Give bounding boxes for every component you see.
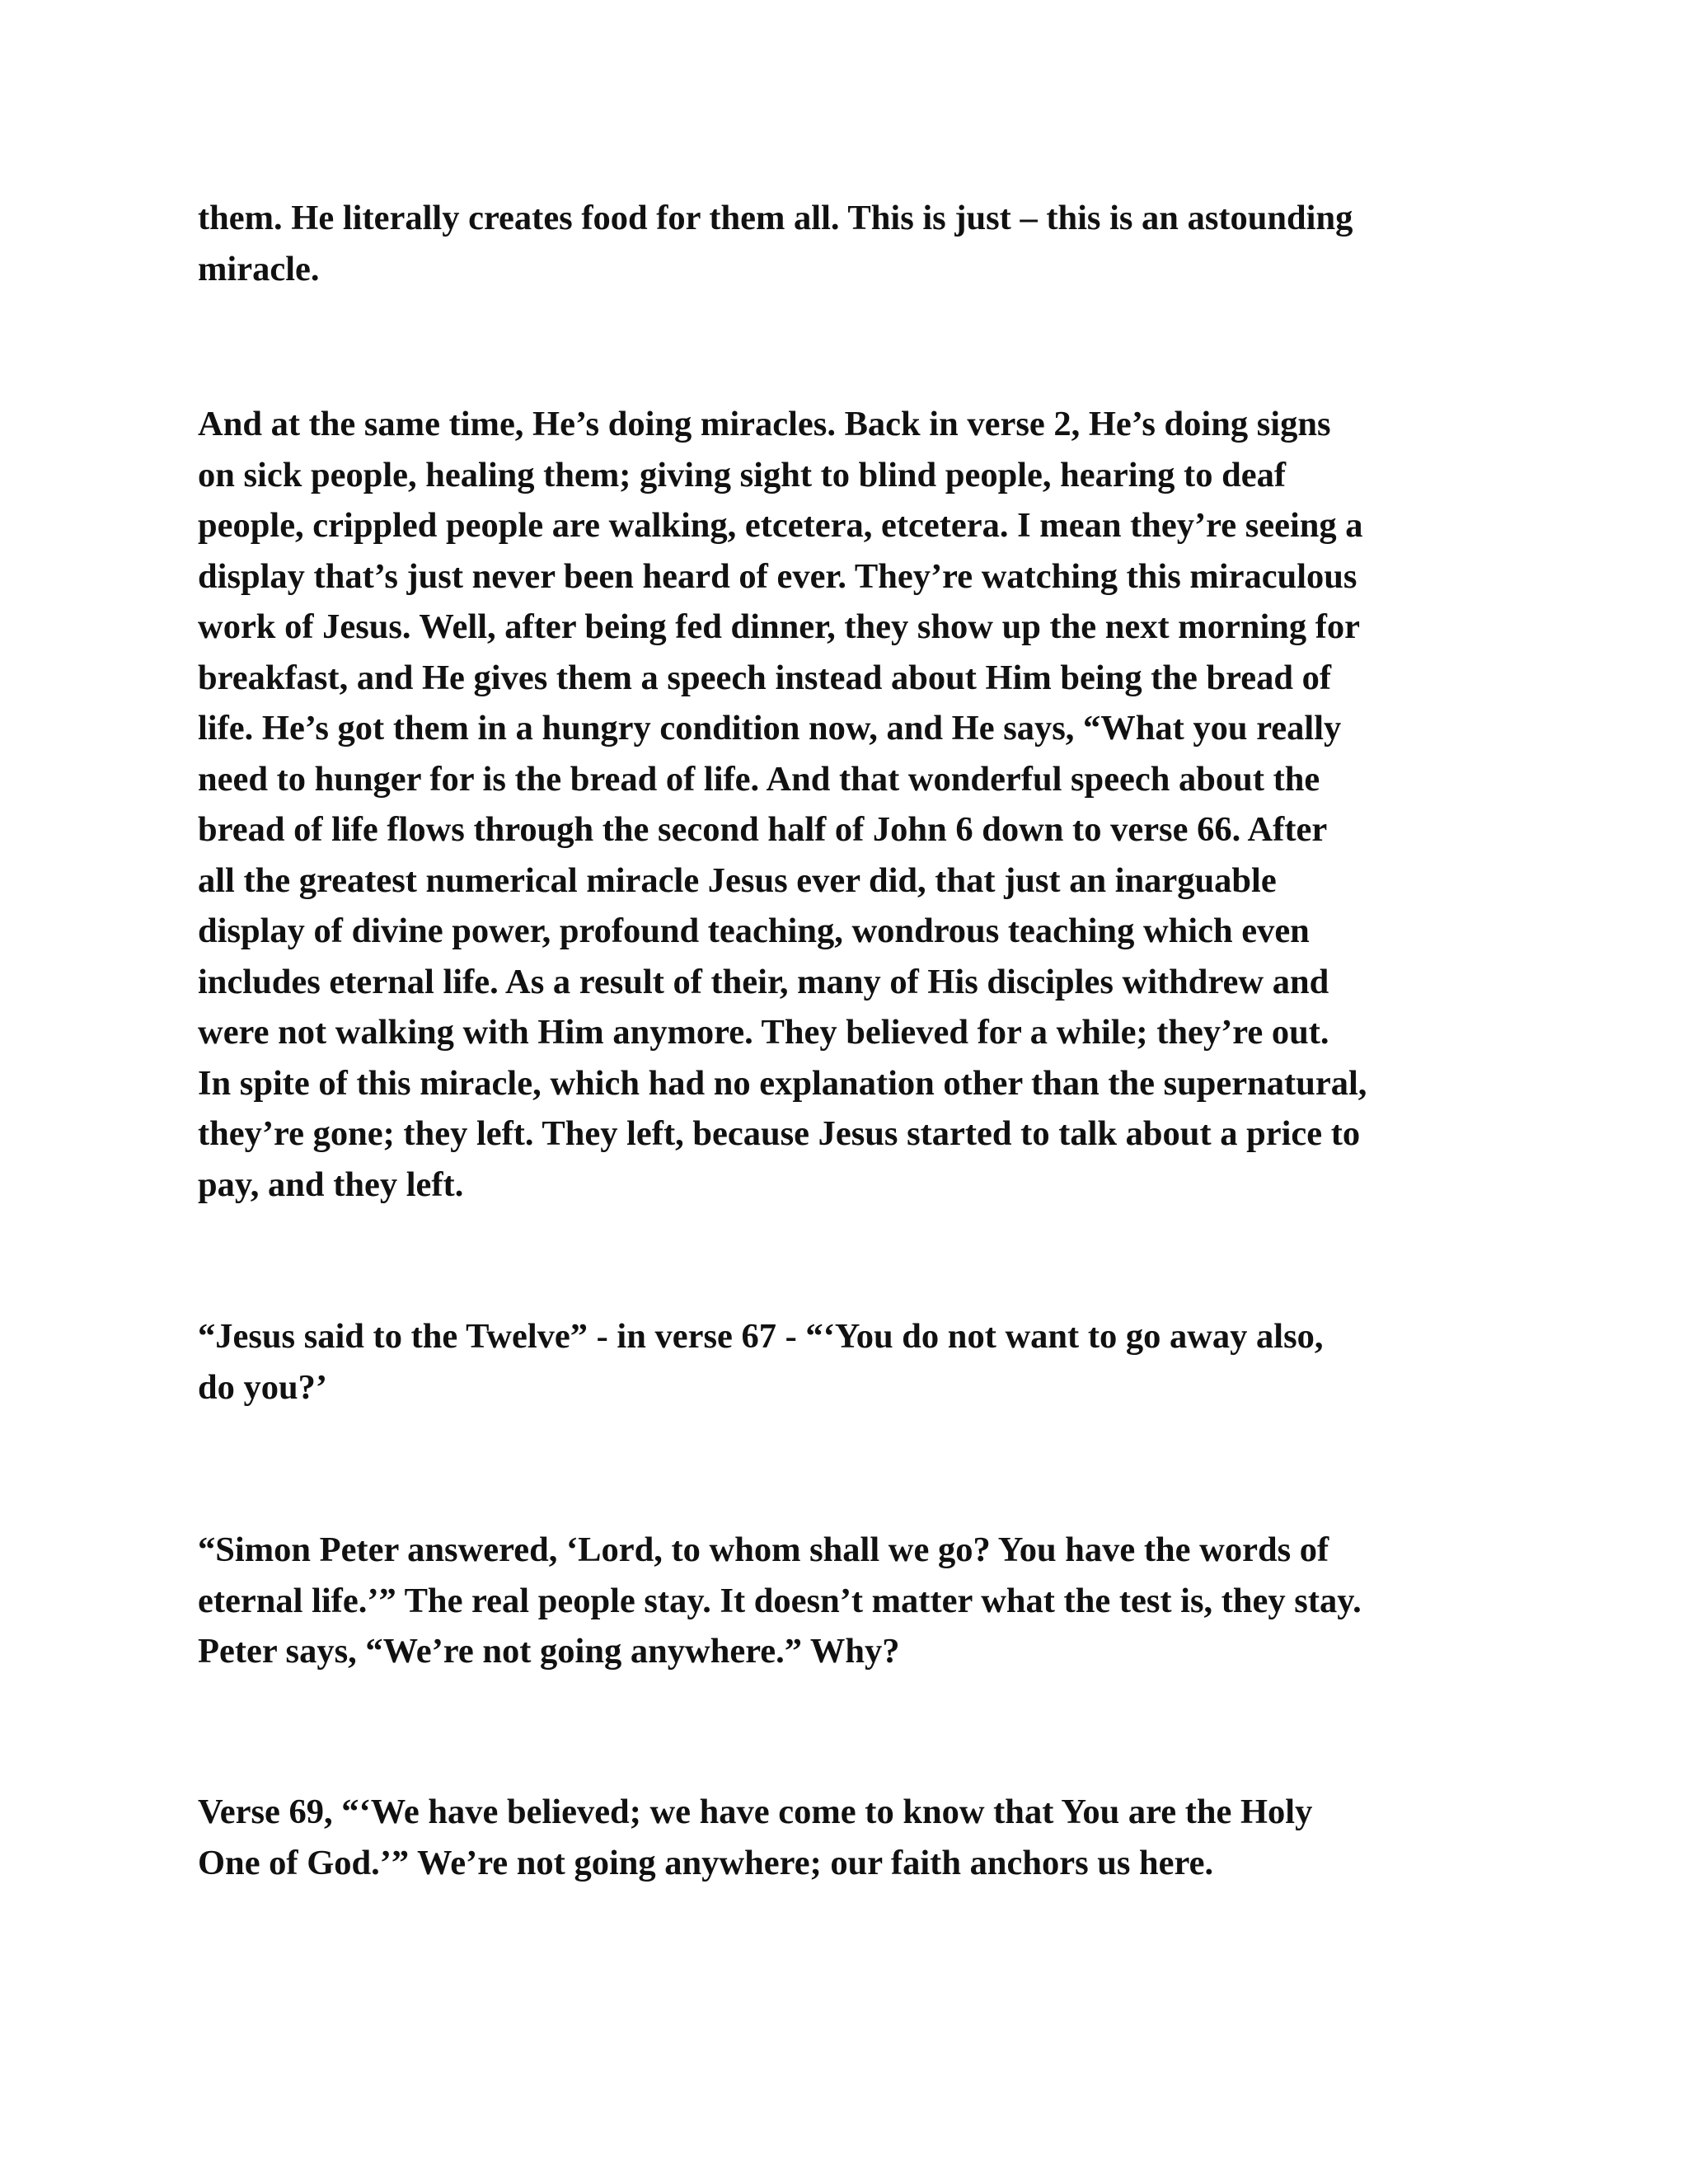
text-line: miracle. bbox=[198, 249, 320, 288]
paragraph-3 bbox=[198, 1311, 1500, 1413]
text-line: includes eternal life. As a result of their, many of His disciples withdrew and bbox=[198, 962, 1329, 1001]
text-line: “Simon Peter answered, ‘Lord, to whom shall we go? You have the words of bbox=[198, 1530, 1329, 1569]
paragraph-1 bbox=[198, 193, 1500, 294]
text-line: pay, and they left. bbox=[198, 1165, 464, 1204]
text-line: breakfast, and He gives them a speech instead about Him being the bread of bbox=[198, 658, 1332, 697]
text-line: Verse 69, “‘We have believed; we have come to know that You are the Holy bbox=[198, 1793, 1313, 1831]
text-line: were not walking with Him anymore. They believed for a while; they’re out. bbox=[198, 1013, 1329, 1052]
text-line: work of Jesus. Well, after being fed dinner, they show up the next morning for bbox=[198, 607, 1361, 646]
text-line: display that’s just never been heard of ever. They’re watching this miraculous bbox=[198, 556, 1357, 596]
text-line: they’re gone; they left. They left, because Jesus started to talk about a price to bbox=[198, 1114, 1361, 1153]
text-line: “Jesus said to the Twelve” - in verse 67 - “‘You do not want to go away also, bbox=[198, 1317, 1324, 1356]
text-line: eternal life.’” The real people stay. It doesn’t matter what the test is, they stay. bbox=[198, 1581, 1362, 1620]
text-line: display of divine power, profound teaching, wondrous teaching which even bbox=[198, 912, 1310, 950]
text-line: Peter says, “We’re not going anywhere.” Why? bbox=[198, 1632, 900, 1671]
text-line: bread of life flows through the second half of John 6 down to verse 66. After bbox=[198, 810, 1328, 849]
text-line: And at the same time, He’s doing miracles. Back in verse 2, He’s doing signs bbox=[198, 405, 1331, 443]
text-line: all the greatest numerical miracle Jesus ever did, that just an inarguable bbox=[198, 860, 1277, 900]
text-line: life. He’s got them in a hungry condition now, and He says, “What you really bbox=[198, 709, 1342, 748]
text-line: One of God.’” We’re not going anywhere; our faith anchors us here. bbox=[198, 1843, 1214, 1882]
paragraph-2 bbox=[198, 399, 1500, 1210]
paragraph-5 bbox=[198, 1787, 1500, 1888]
text-line: on sick people, healing them; giving sight to blind people, hearing to deaf bbox=[198, 455, 1286, 494]
text-line: people, crippled people are walking, etcetera, etcetera. I mean they’re seeing a bbox=[198, 506, 1363, 545]
text-line: do you?’ bbox=[198, 1367, 328, 1407]
text-line: In spite of this miracle, which had no explanation other than the supernatural, bbox=[198, 1063, 1367, 1103]
paragraph-4 bbox=[198, 1525, 1500, 1677]
text-line: need to hunger for is the bread of life. And that wonderful speech about the bbox=[198, 759, 1320, 799]
text-line: them. He literally creates food for them all. This is just – this is an astounding bbox=[198, 199, 1353, 237]
